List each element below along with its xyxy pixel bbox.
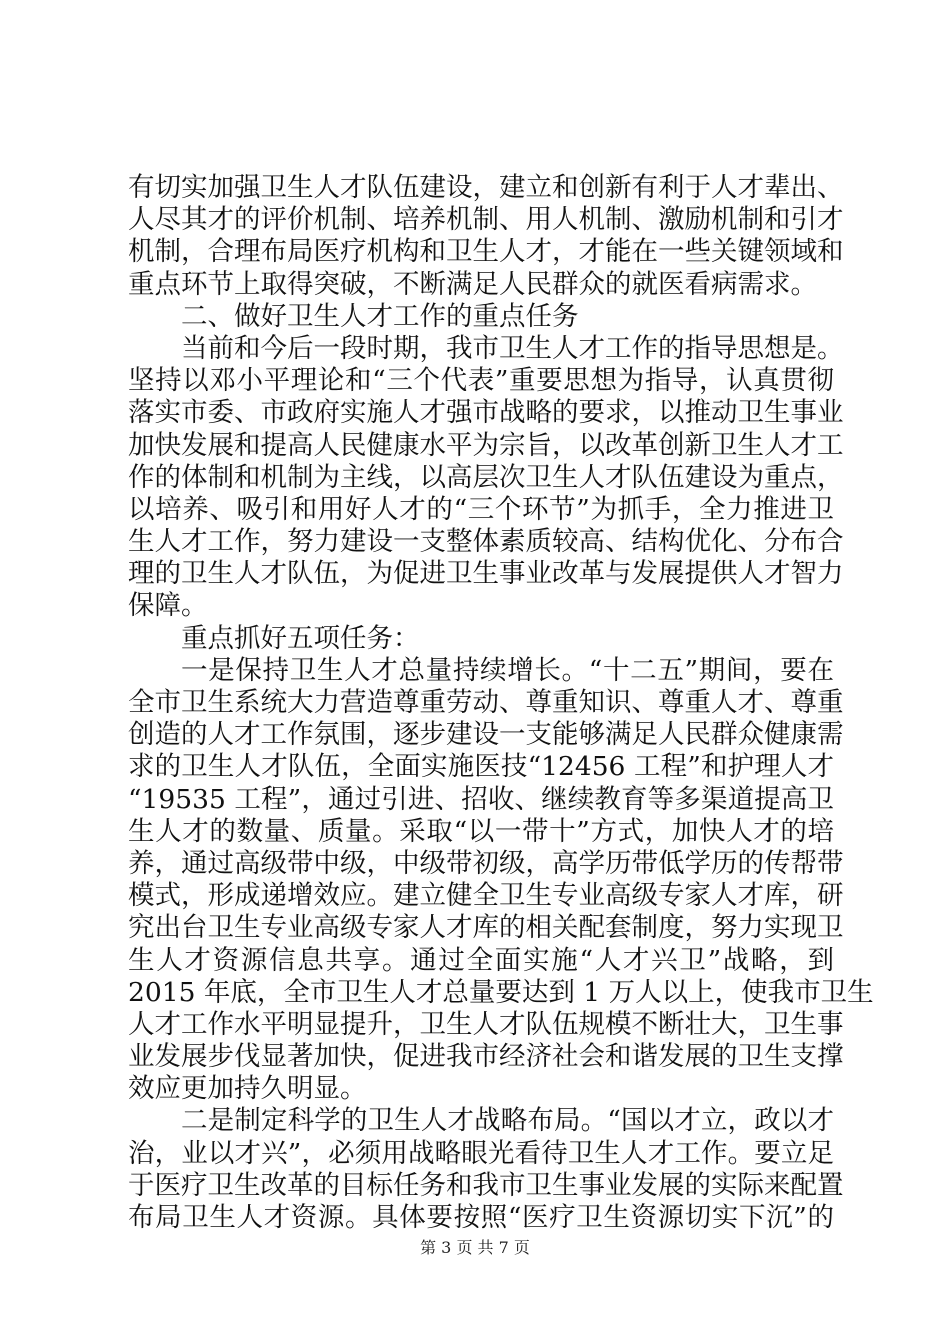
text-line: 机制，合理布局医疗机构和卫生人才，才能在一些关键领域和 [128, 236, 844, 268]
text-line: 生人才工作，努力建设一支整体素质较高、结构优化、分布合 [128, 526, 844, 558]
text-line: 模式，形成递增效应。建立健全卫生专业高级专家人才库，研 [128, 880, 844, 912]
text-line: 二、做好卫生人才工作的重点任务 [181, 300, 579, 332]
text-line: 2015 年底，全市卫生人才总量要达到 1 万人以上，使我市卫生 [128, 976, 874, 1008]
text-line: “19535 工程”，通过引进、招收、继续教育等多渠道提高卫 [128, 783, 834, 815]
text-line: 当前和今后一段时期，我市卫生人才工作的指导思想是。 [181, 332, 844, 364]
text-line: 求的卫生人才队伍，全面实施医技“12456 工程”和护理人才 [128, 751, 834, 783]
text-line: 业发展步伐显著加快，促进我市经济社会和谐发展的卫生支撑 [128, 1041, 844, 1073]
text-line: 坚持以邓小平理论和“三个代表”重要思想为指导，认真贯彻 [128, 365, 834, 397]
text-line: 落实市委、市政府实施人才强市战略的要求，以推动卫生事业 [128, 397, 844, 429]
page-footer: 第 3 页 共 7 页 [420, 1238, 530, 1257]
text-line: 有切实加强卫生人才队伍建设，建立和创新有利于人才辈出、 [128, 172, 844, 203]
text-line: 创造的人才工作氛围，逐步建设一支能够满足人民群众健康需 [128, 719, 844, 751]
text-line: 保障。 [128, 590, 208, 622]
document-body [128, 172, 874, 1234]
text-line: 作的体制和机制为主线，以高层次卫生人才队伍建设为重点， [128, 461, 844, 493]
text-line: 效应更加持久明显。 [128, 1073, 367, 1105]
text-line: 于医疗卫生改革的目标任务和我市卫生事业发展的实际来配置 [128, 1169, 844, 1201]
text-line: 重点环节上取得突破，不断满足人民群众的就医看病需求。 [128, 268, 817, 300]
text-line: 生人才资源信息共享。通过全面实施“人才兴卫”战略，到 [128, 944, 834, 976]
text-line: 治，业以才兴”，必须用战略眼光看待卫生人才工作。要立足 [128, 1137, 834, 1169]
text-line: 加快发展和提高人民健康水平为宗旨，以改革创新卫生人才工 [128, 429, 844, 461]
text-line: 养，通过高级带中级，中级带初级，高学历带低学历的传帮带 [128, 847, 844, 879]
text-line: 一是保持卫生人才总量持续增长。“十二五”期间，要在 [181, 654, 834, 686]
text-line: 全市卫生系统大力营造尊重劳动、尊重知识、尊重人才、尊重 [128, 687, 844, 718]
text-line: 人才工作水平明显提升，卫生人才队伍规模不断壮大，卫生事 [128, 1008, 844, 1040]
text-line: 布局卫生人才资源。具体要按照“医疗卫生资源切实下沉”的 [128, 1202, 834, 1233]
text-line: 重点抓好五项任务： [181, 622, 420, 654]
text-line: 以培养、吸引和用好人才的“三个环节”为抓手，全力推进卫 [128, 493, 834, 525]
text-line: 生人才的数量、质量。采取“以一带十”方式，加快人才的培 [128, 815, 834, 847]
text-line: 人尽其才的评价机制、培养机制、用人机制、激励机制和引才 [128, 204, 844, 236]
text-line: 理的卫生人才队伍，为促进卫生事业改革与发展提供人才智力 [128, 558, 844, 590]
text-line: 究出台卫生专业高级专家人才库的相关配套制度，努力实现卫 [128, 912, 844, 944]
text-line: 二是制定科学的卫生人才战略布局。“国以才立，政以才 [181, 1105, 834, 1137]
